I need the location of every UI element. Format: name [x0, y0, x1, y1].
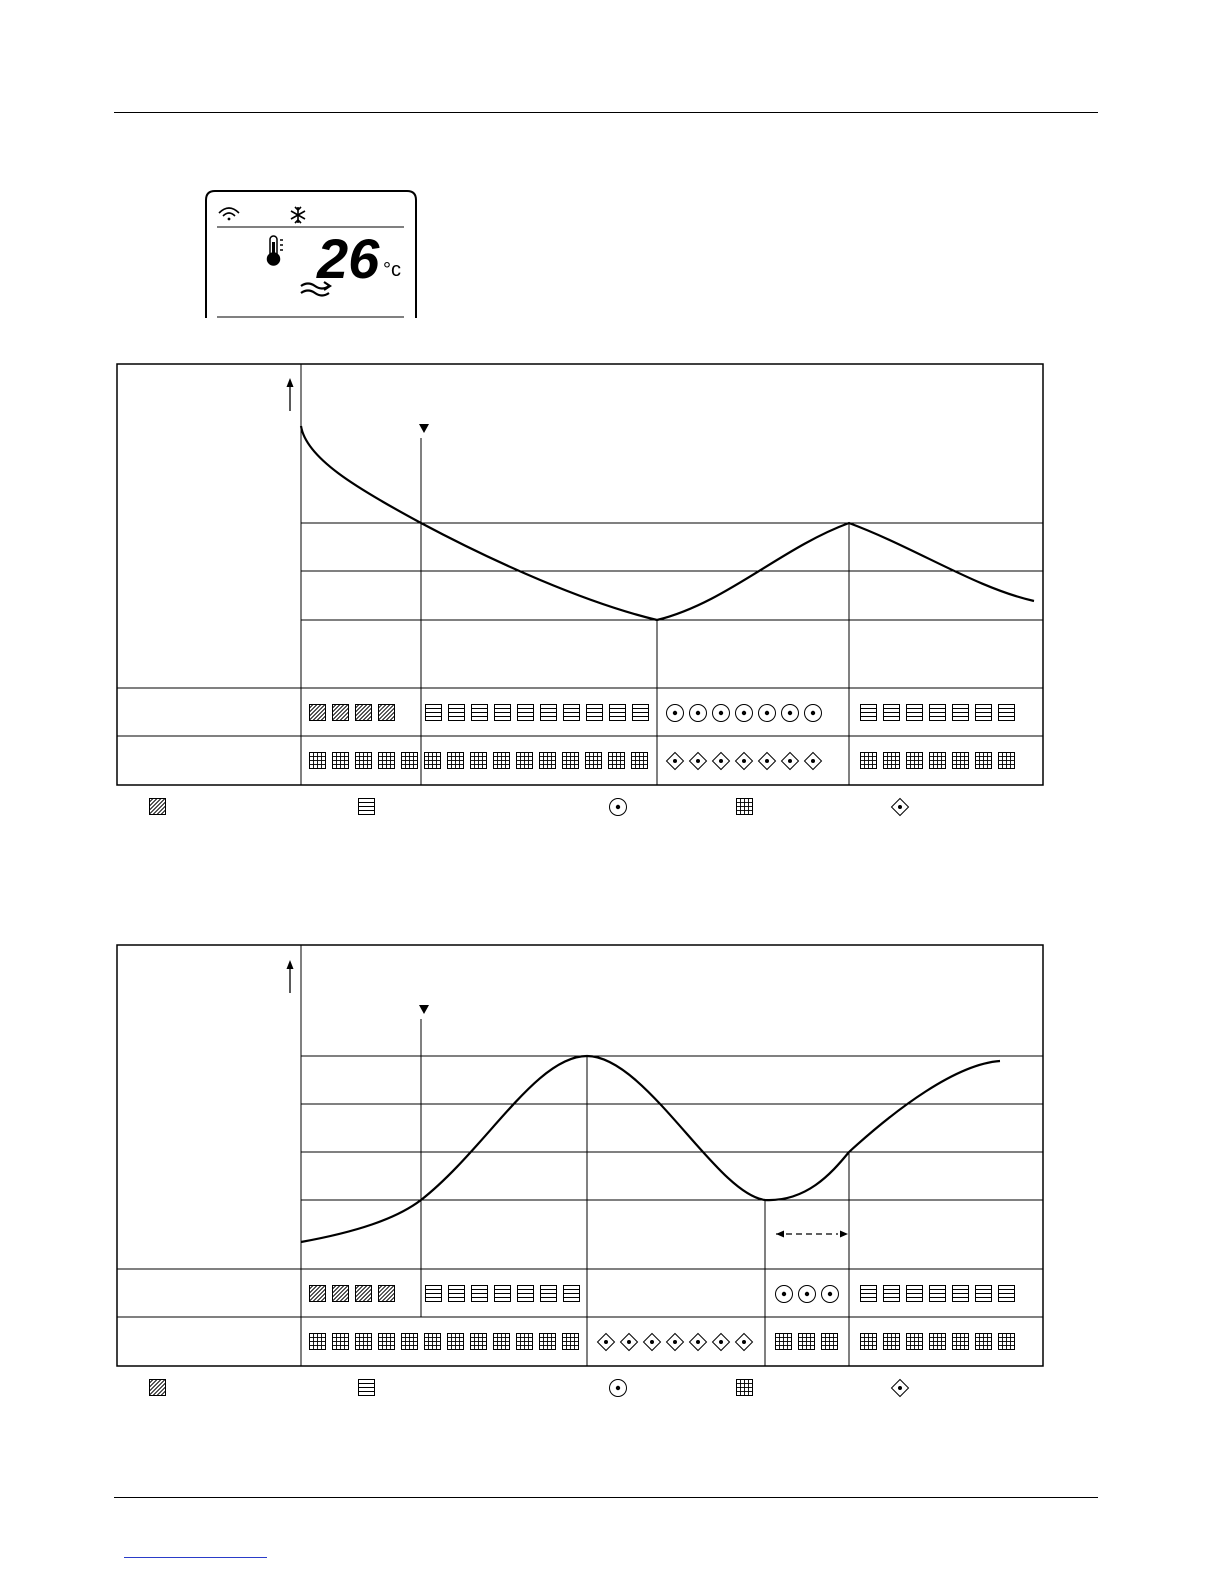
hatched-square-icon	[379, 705, 395, 721]
footer-rule	[114, 1497, 1098, 1498]
hatched-square-icon	[150, 799, 166, 815]
horizontal-lines-icon	[472, 1286, 488, 1302]
header-rule	[114, 112, 1098, 113]
legend-row	[116, 1378, 1044, 1398]
horizontal-lines-icon	[495, 705, 511, 721]
grid-square-icon	[402, 1334, 418, 1350]
temperature-curve	[301, 1056, 1000, 1242]
horizontal-lines-icon	[472, 705, 488, 721]
horizontal-lines-icon	[861, 1286, 877, 1302]
grid-square-icon	[425, 753, 441, 769]
horizontal-lines-icon	[587, 705, 603, 721]
horizontal-lines-icon	[449, 1286, 465, 1302]
horizontal-lines-icon	[518, 1286, 534, 1302]
footer-link-underline[interactable]	[124, 1557, 267, 1558]
grid-square-icon	[471, 753, 487, 769]
thermometer-icon	[268, 236, 284, 265]
horizontal-lines-icon	[999, 1286, 1015, 1302]
circled-dot-icon	[759, 705, 776, 722]
horizontal-lines-icon	[884, 705, 900, 721]
grid-square-icon	[310, 753, 326, 769]
horizontal-lines-icon	[953, 1286, 969, 1302]
grid-square-icon	[976, 1334, 992, 1350]
grid-square-icon	[471, 1334, 487, 1350]
cooling-mode-chart	[116, 363, 1044, 787]
grid-square-icon	[586, 753, 602, 769]
horizontal-lines-icon	[907, 1286, 923, 1302]
grid-square-icon	[953, 1334, 969, 1350]
chart-grid	[117, 364, 1043, 785]
horizontal-lines-icon	[541, 705, 557, 721]
wifi-icon	[219, 208, 239, 220]
horizontal-lines-icon	[359, 799, 375, 815]
grid-square-icon	[861, 1334, 877, 1350]
horizontal-lines-icon	[359, 1380, 375, 1396]
grid-square-icon	[737, 1380, 753, 1396]
grid-square-icon	[907, 753, 923, 769]
diamond-dot-icon	[690, 1334, 707, 1351]
diamond-dot-icon	[621, 1334, 638, 1351]
temperature-unit: °c	[383, 259, 401, 281]
grid-square-icon	[310, 1334, 326, 1350]
start-marker-icon	[419, 424, 429, 433]
grid-square-icon	[448, 753, 464, 769]
diamond-dot-icon	[892, 799, 909, 816]
grid-square-icon	[999, 753, 1015, 769]
grid-square-icon	[632, 753, 648, 769]
grid-square-icon	[356, 753, 372, 769]
circled-dot-icon	[667, 705, 684, 722]
diamond-dot-icon	[644, 1334, 661, 1351]
diamond-dot-icon	[892, 1380, 909, 1397]
circled-dot-icon	[713, 705, 730, 722]
grid-square-icon	[976, 753, 992, 769]
grid-square-icon	[333, 753, 349, 769]
grid-square-icon	[494, 1334, 510, 1350]
grid-square-icon	[540, 753, 556, 769]
horizontal-lines-icon	[953, 705, 969, 721]
grid-square-icon	[861, 753, 877, 769]
hatched-square-icon	[379, 1286, 395, 1302]
grid-square-icon	[999, 1334, 1015, 1350]
circled-dot-icon	[610, 1380, 627, 1397]
diamond-dot-icon	[736, 1334, 753, 1351]
grid-square-icon	[884, 1334, 900, 1350]
grid-square-icon	[517, 753, 533, 769]
horizontal-lines-icon	[426, 1286, 442, 1302]
grid-square-icon	[379, 1334, 395, 1350]
circled-dot-icon	[782, 705, 799, 722]
double-arrow-icon	[776, 1231, 848, 1238]
heating-mode-chart	[116, 944, 1044, 1368]
diamond-dot-icon	[759, 753, 776, 770]
airflow-icon	[301, 282, 330, 296]
grid-square-icon	[540, 1334, 556, 1350]
horizontal-lines-icon	[907, 705, 923, 721]
hatched-square-icon	[310, 1286, 326, 1302]
grid-square-icon	[884, 753, 900, 769]
horizontal-lines-icon	[884, 1286, 900, 1302]
circled-dot-icon	[776, 1286, 793, 1303]
diamond-dot-icon	[713, 1334, 730, 1351]
horizontal-lines-icon	[564, 1286, 580, 1302]
horizontal-lines-icon	[930, 705, 946, 721]
compressor-row	[310, 1334, 1015, 1351]
diamond-dot-icon	[736, 753, 753, 770]
grid-square-icon	[517, 1334, 533, 1350]
diamond-dot-icon	[690, 753, 707, 770]
grid-square-icon	[333, 1334, 349, 1350]
horizontal-lines-icon	[861, 705, 877, 721]
diamond-dot-icon	[598, 1334, 615, 1351]
grid-square-icon	[799, 1334, 815, 1350]
fan-speed-row	[310, 705, 1015, 722]
horizontal-lines-icon	[930, 1286, 946, 1302]
grid-square-icon	[930, 1334, 946, 1350]
grid-square-icon	[379, 753, 395, 769]
horizontal-lines-icon	[449, 705, 465, 721]
start-marker-icon	[419, 1005, 429, 1014]
horizontal-lines-icon	[976, 1286, 992, 1302]
grid-square-icon	[402, 753, 418, 769]
temperature-readout: 26	[317, 227, 380, 290]
horizontal-lines-icon	[564, 705, 580, 721]
grid-square-icon	[356, 1334, 372, 1350]
hatched-square-icon	[333, 1286, 349, 1302]
grid-square-icon	[448, 1334, 464, 1350]
grid-square-icon	[425, 1334, 441, 1350]
circled-dot-icon	[805, 705, 822, 722]
horizontal-lines-icon	[541, 1286, 557, 1302]
horizontal-lines-icon	[976, 705, 992, 721]
fan-speed-row	[310, 1286, 1015, 1303]
grid-square-icon	[737, 799, 753, 815]
snowflake-icon	[291, 207, 305, 223]
hatched-square-icon	[356, 705, 372, 721]
horizontal-lines-icon	[610, 705, 626, 721]
circled-dot-icon	[736, 705, 753, 722]
grid-square-icon	[930, 753, 946, 769]
horizontal-lines-icon	[999, 705, 1015, 721]
circled-dot-icon	[799, 1286, 816, 1303]
diamond-dot-icon	[713, 753, 730, 770]
grid-square-icon	[563, 1334, 579, 1350]
chart-grid	[117, 945, 1043, 1366]
horizontal-lines-icon	[518, 705, 534, 721]
circled-dot-icon	[610, 799, 627, 816]
diamond-dot-icon	[782, 753, 799, 770]
hatched-square-icon	[356, 1286, 372, 1302]
horizontal-lines-icon	[633, 705, 649, 721]
up-arrow-icon	[287, 378, 294, 411]
grid-square-icon	[609, 753, 625, 769]
compressor-row	[310, 753, 1015, 770]
hatched-square-icon	[310, 705, 326, 721]
circled-dot-icon	[690, 705, 707, 722]
horizontal-lines-icon	[495, 1286, 511, 1302]
grid-square-icon	[494, 753, 510, 769]
diamond-dot-icon	[667, 753, 684, 770]
grid-square-icon	[776, 1334, 792, 1350]
hatched-square-icon	[150, 1380, 166, 1396]
horizontal-lines-icon	[426, 705, 442, 721]
remote-display	[205, 190, 417, 318]
grid-square-icon	[953, 753, 969, 769]
grid-square-icon	[563, 753, 579, 769]
legend-row	[116, 797, 1044, 817]
grid-square-icon	[822, 1334, 838, 1350]
up-arrow-icon	[287, 960, 294, 993]
circled-dot-icon	[822, 1286, 839, 1303]
hatched-square-icon	[333, 705, 349, 721]
diamond-dot-icon	[805, 753, 822, 770]
grid-square-icon	[907, 1334, 923, 1350]
diamond-dot-icon	[667, 1334, 684, 1351]
